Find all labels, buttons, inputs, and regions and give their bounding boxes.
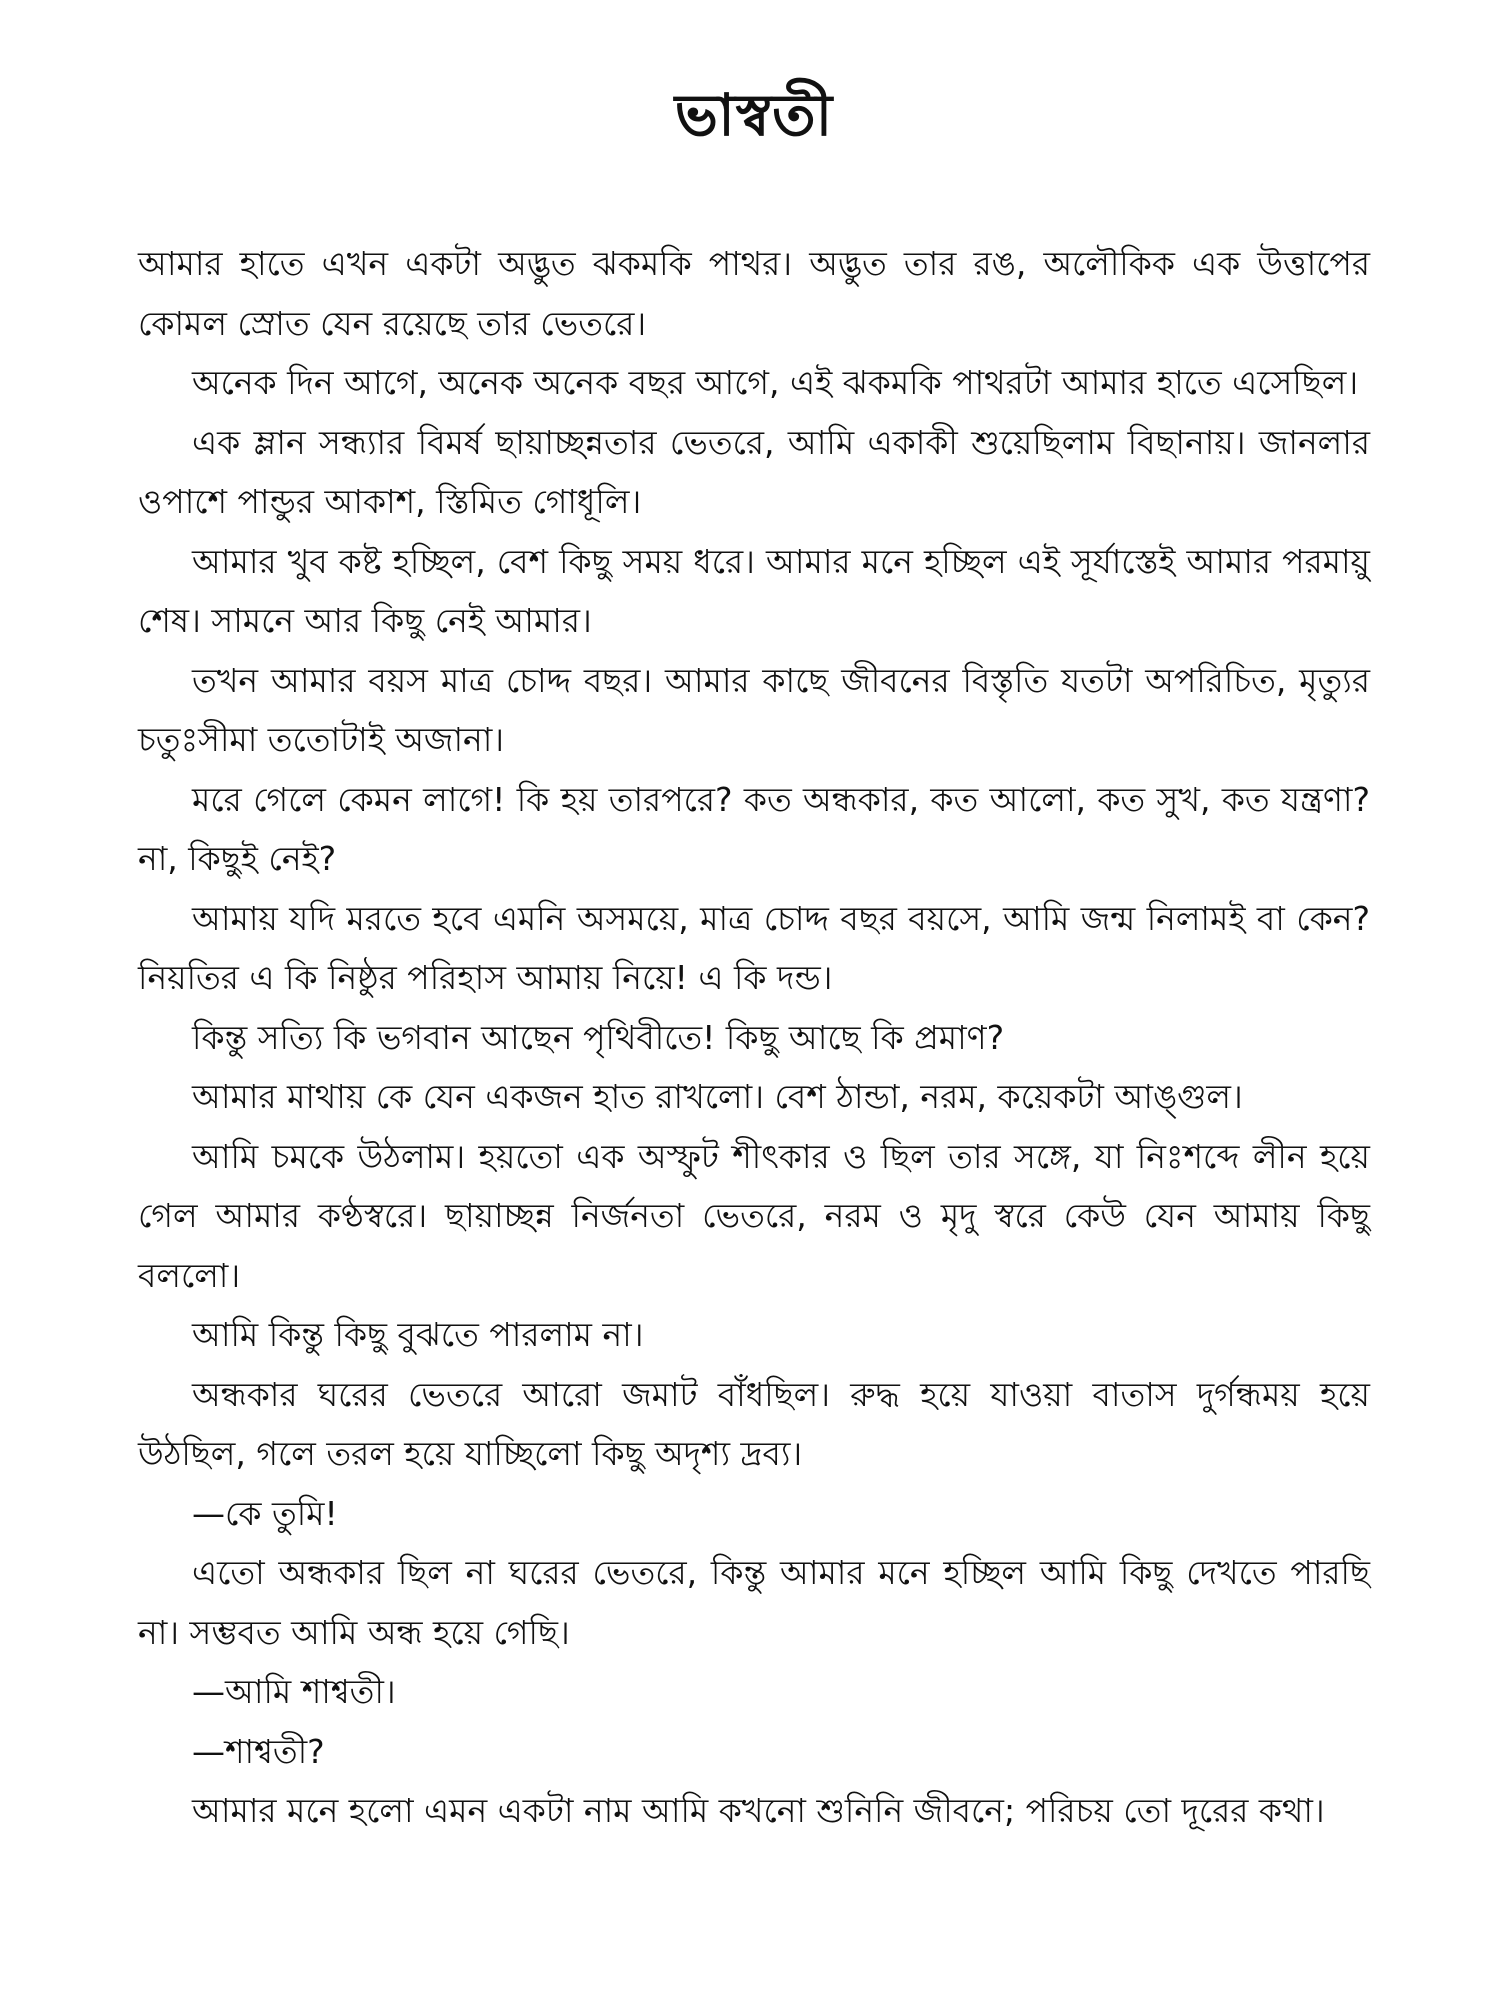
paragraph-7: আমায় যদি মরতে হবে এমনি অসময়ে, মাত্র চোদ্দ বছর বয়সে, আমি জন্ম নিলামই বা কেন? নিয়তির এ কি নিষ্ঠুর পরিহাস আমায় নিয়ে! এ কি দন্ড। [138, 898, 1370, 997]
paragraph-6: মরে গেলে কেমন লাগে! কি হয় তারপরে? কত অন্ধকার, কত আলো, কত সুখ, কত যন্ত্রণা? না, কিছুই নেই? [138, 779, 1370, 878]
paragraph-4: আমার খুব কষ্ট হচ্ছিল, বেশ কিছু সময় ধরে। আমার মনে হচ্ছিল এই সূর্যাস্তেই আমার পরমায়ু শেষ। সামনে আর কিছু নেই আমার। [138, 541, 1370, 640]
paragraph-13: —কে তুমি! [192, 1493, 338, 1533]
paragraph-10: আমি চমকে উঠলাম। হয়তো এক অস্ফুট শীৎকার ও ছিল তার সঙ্গে, যা নিঃশব্দে লীন হয়ে গেল আমার কণ্ঠস্বরে। ছায়াচ্ছন্ন নির্জনতা ভেতরে, নরম ও মৃদু স্বরে কেউ যেন আমায় কিছু বললো। [138, 1136, 1370, 1295]
paragraph-9: আমার মাথায় কে যেন একজন হাত রাখলো। বেশ ঠান্ডা, নরম, কয়েকটা আঙ্গুল। [192, 1077, 1243, 1116]
paragraph-3: এক ম্লান সন্ধ্যার বিমর্ষ ছায়াচ্ছন্নতার ভেতরে, আমি একাকী শুয়েছিলাম বিছানায়। জানলার ওপাশে পান্ডুর আকাশ, স্তিমিত গোধূলি। [138, 422, 1370, 521]
paragraph-2: অনেক দিন আগে, অনেক অনেক বছর আগে, এই ঝকমকি পাথরটা আমার হাতে এসেছিল। [192, 363, 1359, 402]
paragraph-16: —শাশ্বতী? [192, 1731, 325, 1771]
paragraph-17: আমার মনে হলো এমন একটা নাম আমি কখনো শুনিনি জীবনে; পরিচয় তো দূরের কথা। [192, 1791, 1325, 1830]
paragraph-5: তখন আমার বয়স মাত্র চোদ্দ বছর। আমার কাছে জীবনের বিস্তৃতি যতটা অপরিচিত, মৃত্যুর চতুঃসীমা ততোটাই অজানা। [138, 660, 1370, 759]
paragraph-1: আমার হাতে এখন একটা অদ্ভুত ঝকমকি পাথর। অদ্ভুত তার রঙ, অলৌকিক এক উত্তাপের কোমল স্রোত যেন রয়েছে তার ভেতরে। [138, 244, 1370, 343]
story-title: ভাস্বতী [674, 81, 834, 149]
paragraph-15: —আমি শাশ্বতী। [192, 1672, 396, 1711]
paragraph-12: অন্ধকার ঘরের ভেতরে আরো জমাট বাঁধছিল। রুদ্ধ হয়ে যাওয়া বাতাস দুর্গন্ধময় হয়ে উঠছিল, গলে তরল হয়ে যাচ্ছিলো কিছু অদৃশ্য দ্রব্য। [138, 1374, 1370, 1473]
paragraph-8: কিন্তু সত্যি কি ভগবান আছেন পৃথিবীতে! কিছু আছে কি প্রমাণ? [192, 1017, 1005, 1057]
paragraph-14: এতো অন্ধকার ছিল না ঘরের ভেতরে, কিন্তু আমার মনে হচ্ছিল আমি কিছু দেখতে পারছি না। সম্ভবত আমি অন্ধ হয়ে গেছি। [138, 1553, 1370, 1652]
document-page [138, 70, 1370, 1841]
paragraph-11: আমি কিন্তু কিছু বুঝতে পারলাম না। [192, 1315, 644, 1354]
